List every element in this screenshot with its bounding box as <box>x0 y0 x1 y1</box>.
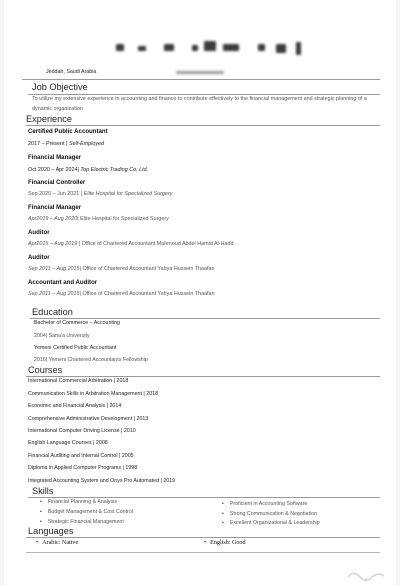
skill-item: • Financial Planning & Analysis <box>40 499 117 505</box>
course-item: English Language Courses | 2008 <box>28 440 108 446</box>
location: Jeddah, Saudi Arabia <box>46 69 97 75</box>
experience-role: Financial Manager <box>28 154 82 161</box>
watermark-logo-icon <box>346 568 386 582</box>
objective-text: To utilize my extensive experience in accounting and finance to contribute effectively to the financial management and strategic planning of a dynamic organization <box>32 96 367 112</box>
course-item: Diploma in Applied Computer Programs | 1998 <box>28 465 138 471</box>
education-line: 2004| Sana'a University <box>34 333 90 339</box>
skills-divider <box>28 497 380 498</box>
course-item: International Computer Driving License | 2010 <box>28 428 136 434</box>
experience-role: Auditor <box>28 254 50 261</box>
resume-page <box>4 0 396 585</box>
experience-meta: Oct 2020 – Apr 2024| Top Electric Trading Co. Ltd. <box>28 167 149 173</box>
skill-item: • Budget Management & Cost Control <box>40 509 133 515</box>
redacted-contact <box>176 71 224 74</box>
skills-heading: Skills <box>32 486 54 496</box>
language-english: • English: Good <box>204 540 246 546</box>
language-arabic: • Arabic: Native <box>36 540 79 546</box>
experience-meta: Sep 2011 – Aug 2015| Office of Chartered Accountant Yahya Hussein Thaafan <box>28 291 215 297</box>
languages-heading: Languages <box>28 526 74 536</box>
education-heading: Education <box>32 307 73 317</box>
experience-role: Accountant and Auditor <box>28 279 98 286</box>
languages-divider <box>26 537 380 538</box>
course-item: Integrated Accounting System and Onyx Pro Automated | 2019 <box>28 478 176 484</box>
education-line: Bachelor of Commerce – Accounting <box>34 320 120 326</box>
footer-divider <box>26 552 380 553</box>
courses-divider <box>26 376 380 377</box>
experience-meta: 2017 – Present | Self-Employed <box>28 141 105 147</box>
skill-item: • Excellent Organizational & Leadership <box>222 520 320 526</box>
experience-divider <box>26 125 380 126</box>
experience-role: Financial Controller <box>28 179 86 186</box>
objective-heading: Job Objective <box>32 82 88 92</box>
course-item: Financial Auditing and Internal Control | 2005 <box>28 453 134 459</box>
course-item: Comprehensive Administrative Development | 2013 <box>28 416 149 422</box>
courses-heading: Courses <box>28 365 63 375</box>
education-line: Yemeni Certified Public Accountant <box>34 345 117 351</box>
experience-role: Certified Public Accountant <box>28 128 108 135</box>
education-line: 2016| Yemeni Chartered Accountants Fellowship <box>34 357 148 363</box>
experience-meta: Sep 2011 – Aug 2015| Office of Chartered Accountant Yahya Hussein Thaafan <box>28 266 215 272</box>
skill-item: • Strong Communication & Negotiation <box>222 511 317 517</box>
experience-role: Auditor <box>28 229 50 236</box>
course-item: Economic and Financial Analysis | 2014 <box>28 403 122 409</box>
experience-meta: Apr2015 – Aug 2019 | Office of Chartered Accountant Mahmoud Abdel Hamid Al-Hadd <box>28 241 234 247</box>
course-item: Communication Skills in Arbitration Management | 2018 <box>28 391 159 397</box>
header-divider <box>22 79 380 80</box>
experience-meta: Apr2019 – Aug 2020| Elite Hospital for Specialized Surgery <box>28 216 169 222</box>
skill-item: • Proficient in Accounting Software <box>222 501 307 507</box>
experience-meta: Sep 2020 – Jun 2021 | Elite Hospital for Specialized Surgery <box>28 191 173 197</box>
experience-heading: Experience <box>26 114 72 124</box>
experience-role: Financial Manager <box>28 204 82 211</box>
course-item: International Commercial Arbitration | 2018 <box>28 378 129 384</box>
education-divider <box>30 318 380 319</box>
skill-item: • Strategic Financial Management <box>40 519 124 525</box>
